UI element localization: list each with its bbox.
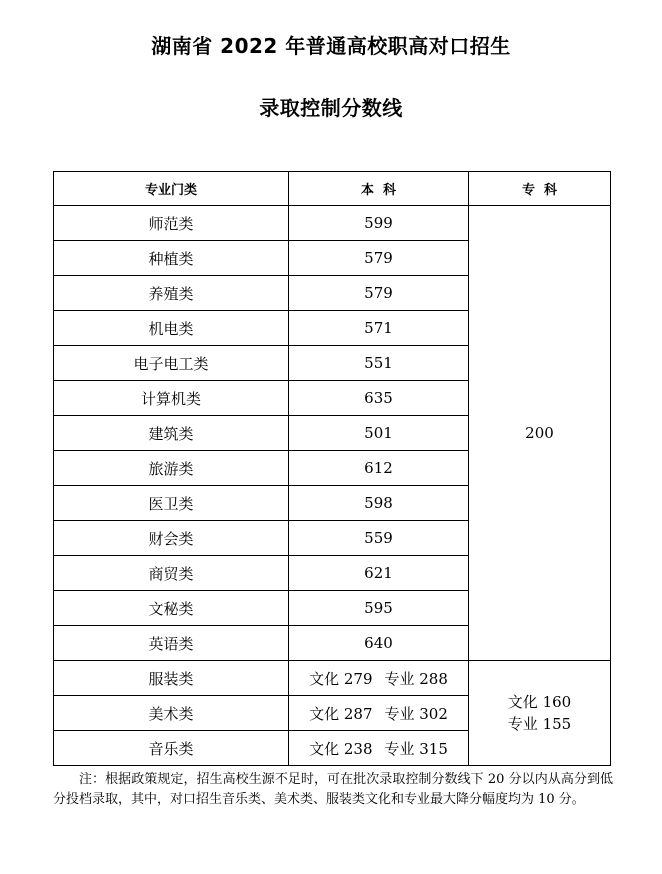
major-score: 专业 315 — [384, 739, 448, 758]
undergraduate-score-cell: 612 — [289, 451, 469, 486]
category-cell: 师范类 — [54, 206, 289, 241]
undergraduate-score-cell: 640 — [289, 626, 469, 661]
footnote: 注：根据政策规定，招生高校生源不足时，可在批次录取控制分数线下 20 分以内从高分到低分投档录取，其中，对口招生音乐类、美术类、服装类文化和专业最大降分幅度均为 10 分。 — [53, 772, 613, 807]
category-cell: 财会类 — [54, 521, 289, 556]
major-score: 专业 302 — [384, 704, 448, 723]
junior-college-general-score: 200 — [469, 206, 611, 661]
arts-undergraduate-score-cell — [289, 731, 469, 766]
culture-score: 文化 279 — [309, 669, 373, 688]
arts-table-row — [54, 661, 611, 696]
header-junior-college: 专 科 — [469, 172, 611, 206]
category-cell: 英语类 — [54, 626, 289, 661]
score-table — [53, 171, 611, 766]
undergraduate-score-cell: 595 — [289, 591, 469, 626]
category-cell: 种植类 — [54, 241, 289, 276]
culture-score: 文化 238 — [309, 739, 373, 758]
undergraduate-score-cell: 598 — [289, 486, 469, 521]
undergraduate-score-cell: 635 — [289, 381, 469, 416]
table-row — [54, 206, 611, 241]
category-cell: 医卫类 — [54, 486, 289, 521]
arts-junior-culture-score: 文化 160 — [507, 693, 572, 711]
culture-score: 文化 287 — [309, 704, 373, 723]
arts-junior-major-score: 专业 155 — [507, 715, 572, 733]
category-cell: 音乐类 — [54, 731, 289, 766]
category-cell: 商贸类 — [54, 556, 289, 591]
undergraduate-score-cell: 551 — [289, 346, 469, 381]
category-cell: 服装类 — [54, 661, 289, 696]
arts-undergraduate-score-cell — [289, 696, 469, 731]
page-subtitle: 录取控制分数线 — [259, 96, 403, 120]
category-cell: 计算机类 — [54, 381, 289, 416]
table-header-row — [54, 172, 611, 206]
category-cell: 文秘类 — [54, 591, 289, 626]
page-title: 湖南省 2022 年普通高校职高对口招生 — [151, 34, 511, 58]
undergraduate-score-cell: 571 — [289, 311, 469, 346]
header-category: 专业门类 — [54, 172, 289, 206]
category-cell: 电子电工类 — [54, 346, 289, 381]
undergraduate-score-cell: 621 — [289, 556, 469, 591]
undergraduate-score-cell: 579 — [289, 276, 469, 311]
category-cell: 美术类 — [54, 696, 289, 731]
category-cell: 旅游类 — [54, 451, 289, 486]
arts-undergraduate-score-cell — [289, 661, 469, 696]
header-undergraduate: 本 科 — [289, 172, 469, 206]
category-cell: 机电类 — [54, 311, 289, 346]
category-cell: 建筑类 — [54, 416, 289, 451]
junior-college-arts-score — [469, 661, 611, 766]
undergraduate-score-cell: 579 — [289, 241, 469, 276]
undergraduate-score-cell: 501 — [289, 416, 469, 451]
major-score: 专业 288 — [384, 669, 448, 688]
undergraduate-score-cell: 559 — [289, 521, 469, 556]
category-cell: 养殖类 — [54, 276, 289, 311]
undergraduate-score-cell: 599 — [289, 206, 469, 241]
